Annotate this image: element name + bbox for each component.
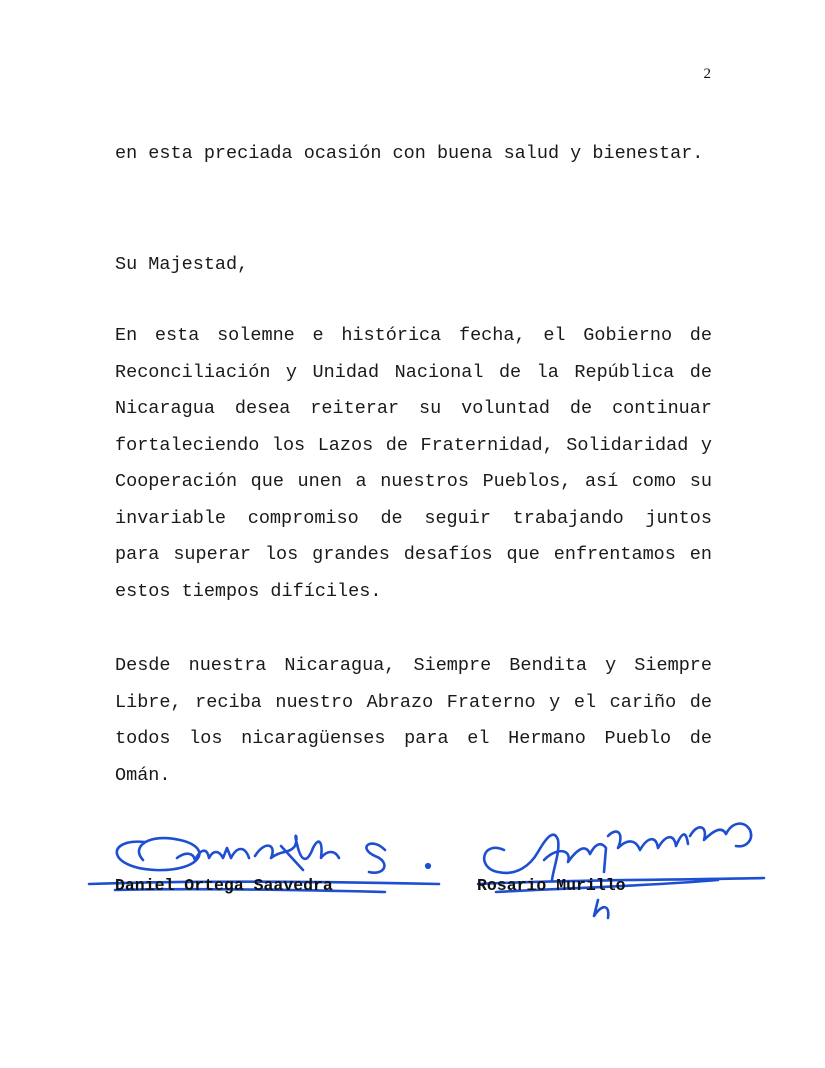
signatory-name: Rosario Murillo bbox=[477, 876, 626, 895]
paragraph-closing-wishes: en esta preciada ocasión con buena salud y bienestar. bbox=[115, 143, 704, 164]
signature-block-daniel-ortega bbox=[85, 800, 455, 930]
paragraph-farewell: Desde nuestra Nicaragua, Siempre Bendita y Siempre Libre, reciba nuestro Abrazo Fraterno y el cariño de todos los nicaragüenses para el Hermano Pueblo de Omán. bbox=[115, 655, 712, 786]
signature-block-rosario-murillo bbox=[468, 800, 768, 930]
signatory-name: Daniel Ortega Saavedra bbox=[115, 876, 333, 895]
paragraph-main-message: En esta solemne e histórica fecha, el Gobierno de Reconciliación y Unidad Nacional de la República de Nicaragua desea reiterar su voluntad de continuar fortaleciendo los Lazos de Fraternidad, Solidaridad y Cooperación que unen a nuestros Pueblos, así como su invariable compromiso de seguir trabajando juntos para superar los grandes desafíos que enfrentamos en estos tiempos difíciles. bbox=[115, 325, 712, 602]
salutation: Su Majestad, bbox=[115, 254, 249, 275]
page-number: 2 bbox=[703, 66, 711, 82]
handwritten-signature-rosario-murillo bbox=[468, 800, 768, 930]
